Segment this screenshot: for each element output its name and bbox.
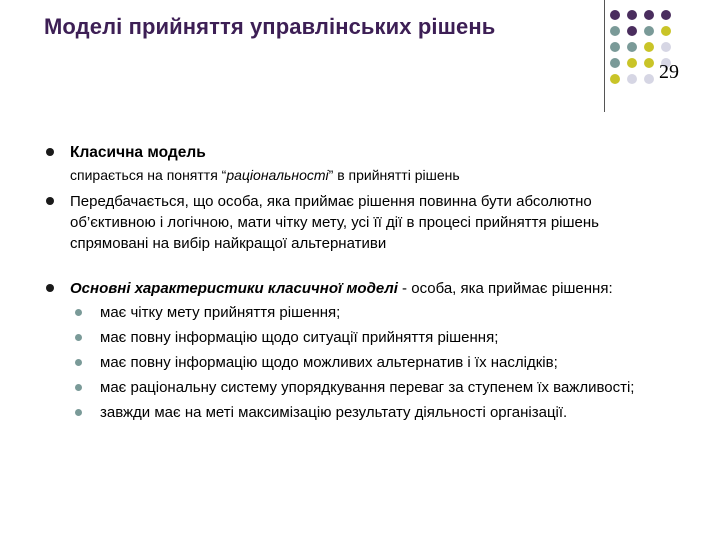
decor-dot [644,26,654,36]
list-item-text: завжди має на меті максимізацію результату діяльності організації. [100,404,568,421]
classic-model-heading: Класична модель [70,144,206,161]
classic-model-description [70,165,664,185]
decor-dot [627,42,637,52]
decor-dot [661,10,671,20]
characteristics-text [70,278,664,299]
bullet-icon [46,284,54,292]
bullet-icon [75,384,82,391]
list-item [44,378,664,398]
decor-dot [627,74,637,84]
bullet-icon [75,409,82,416]
rationality-term: раціональності [226,167,329,183]
list-item-text: має чітку мету прийняття рішення; [100,304,341,321]
decorative-divider [604,0,605,112]
list-item-text: має повну інформацію щодо можливих альтернатив і їх наслідків; [100,354,558,371]
list-item [44,403,664,423]
decor-dot [644,58,654,68]
bullet-icon [75,334,82,341]
decor-dot [610,10,620,20]
characteristics-heading: Основні характеристики класичної моделі [70,280,398,297]
decor-dot [644,74,654,84]
decor-dot [644,42,654,52]
bullet-item-classic-model [44,142,664,185]
slide-content [44,142,664,428]
slide-title: Моделі прийняття управлінських рішень [44,14,496,39]
characteristics-intro: - особа, яка приймає рішення: [397,280,613,297]
list-item-text: має раціональну систему упорядкування переваг за ступенем їх важливості; [100,379,635,396]
description-text-start: спирається на поняття “ [70,167,227,183]
decor-dot [627,26,637,36]
bullet-icon [46,197,54,205]
page-number: 29 [659,61,679,83]
characteristics-list [44,303,664,423]
list-item [44,353,664,373]
decor-dot [661,26,671,36]
list-item [44,328,664,348]
decor-dot [661,42,671,52]
decor-dot [644,10,654,20]
decor-dot [627,58,637,68]
bullet-item-characteristics [44,278,664,299]
bullet-icon [46,148,54,156]
bullet-icon [75,309,82,316]
decor-dot [627,10,637,20]
bullet-icon [75,359,82,366]
assumption-text: Передбачається, що особа, яка приймає рішення повинна бути абсолютно об’єктивною і логічною, мати чітку мету, усі її дії в процесі прийняття рішень спрямовані на вибір найкращої альтернативи [70,193,599,252]
decor-dot [610,58,620,68]
decor-dot [610,42,620,52]
decor-dot [610,26,620,36]
description-text-end: ” в прийнятті рішень [328,167,460,183]
list-item [44,303,664,323]
decor-dot [610,74,620,84]
decorative-dot-grid [610,10,672,100]
bullet-item-assumption [44,191,664,254]
list-item-text: має повну інформацію щодо ситуації прийняття рішення; [100,329,499,346]
